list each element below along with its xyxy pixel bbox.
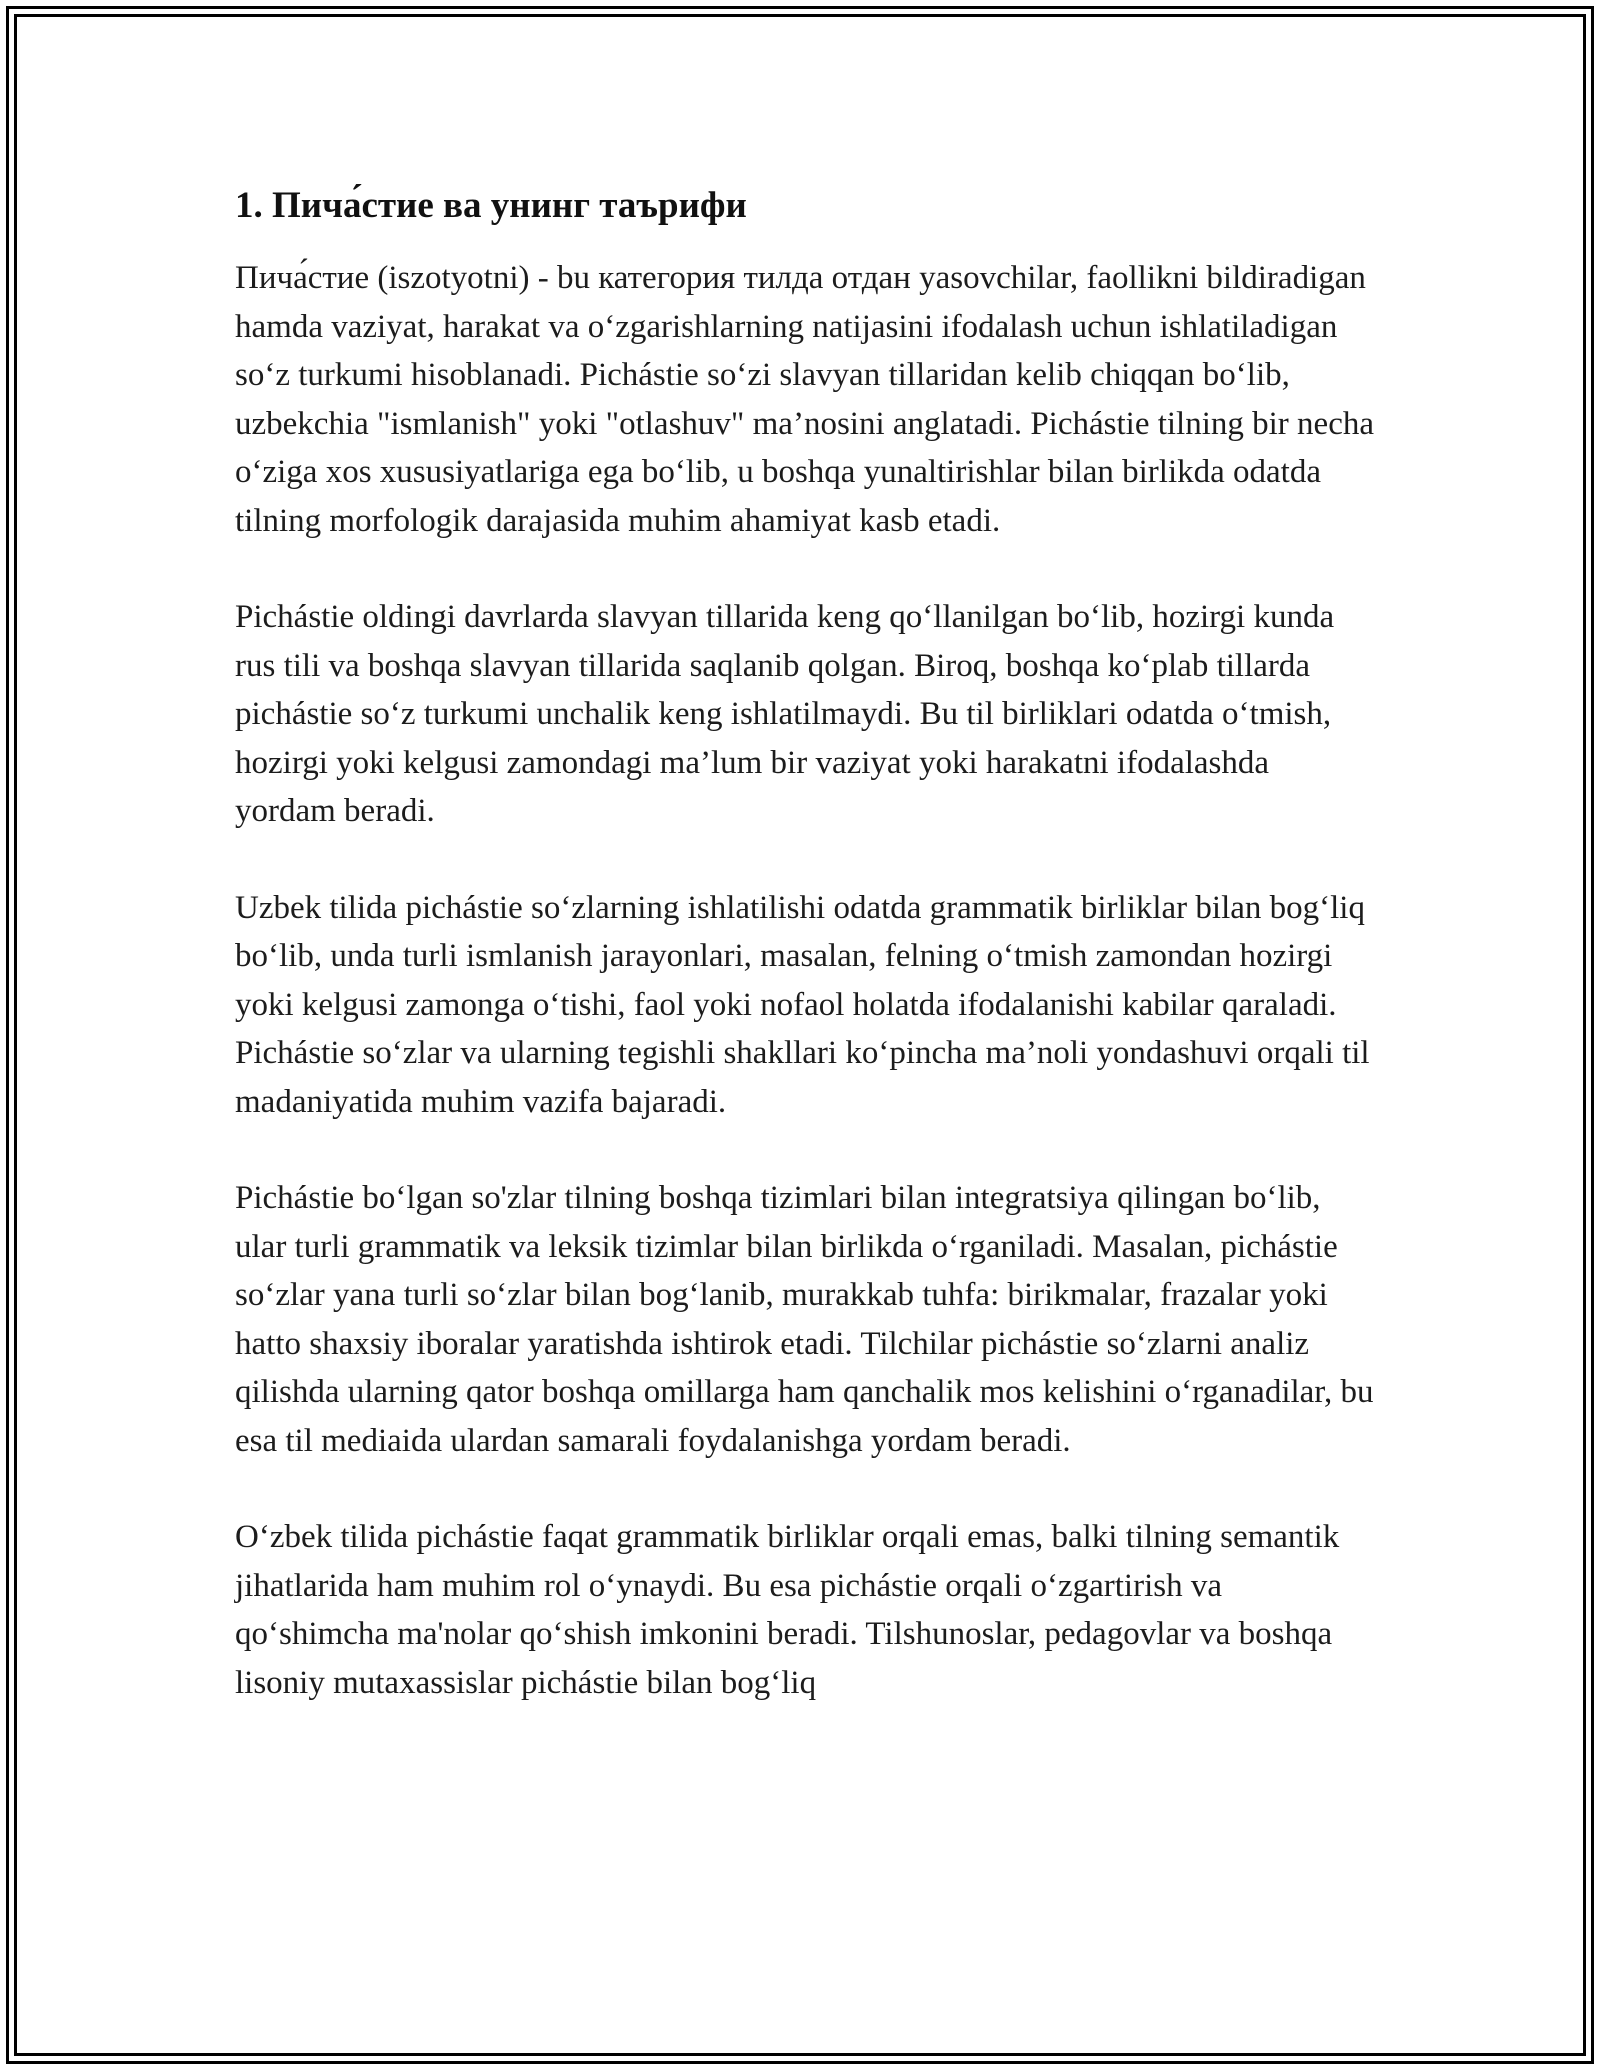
paragraph: Uzbek tilida pichástie so‘zlarning ishlatilishi odatda grammatik birliklar bilan bog‘liq bo‘lib, unda turli ismlanish jarayonlari, masalan, felning o‘tmish zamondan hozirgi yoki kelgusi zamonga o‘tishi, faol yoki nofaol holatda ifodalanishi kabilar qaraladi. Pichástie so‘zlar va ularning tegishli shakllari ko‘pincha ma’noli yondashuvi orqali til madaniyatida muhim vazifa bajaradi.: [235, 889, 1370, 1120]
paragraph: Pichástie oldingi davrlarda slavyan tillarida keng qo‘llanilgan bo‘lib, hozirgi kunda rus tili va boshqa slavyan tillarida saqlanib qolgan. Biroq, boshqa ko‘plab tillarda pichástie so‘z turkumi unchalik keng ishlatilmaydi. Bu til birliklari odatda o‘tmish, hozirgi yoki kelgusi zamondagi ma’lum bir vaziyat yoki harakatni ifodalashda yordam beradi.: [235, 599, 1335, 829]
paragraph: Pichástie bo‘lgan so'zlar tilning boshqa tizimlari bilan integratsiya qilingan bo‘lib, ular turli grammatik va leksik tizimlar bilan birlikda o‘rganiladi. Masalan, pichástie so‘zlar yana turli so‘zlar bilan bog‘lanib, murakkab tuhfa: birikmalar, frazalar yoki hatto shaxsiy iboralar yaratishda ishtirok etadi. Tilchilar pichástie so‘zlarni analiz qilishda ularning qator boshqa omillarga ham qanchalik mos kelishini o‘rganadilar, bu esa til mediaida ulardan samarali foydalanishga yordam beradi.: [235, 1180, 1374, 1459]
document-body: [235, 182, 1375, 1707]
paragraph: O‘zbek tilida pichástie faqat grammatik birliklar orqali emas, balki tilning semantik jihatlarida ham muhim rol o‘ynaydi. Bu esa pichástie orqali o‘zgartirish va qo‘shimcha ma'nolar qo‘shish imkonini beradi. Tilshunoslar, pedagovlar va boshqa lisoniy mutaxassislar pichástie bilan bog‘liq: [235, 1519, 1340, 1701]
section-heading: 1. Пича́стие ва унинг таърифи: [235, 185, 747, 226]
paragraph: Пича́стие (iszotyotni) - bu категория тилда отдан yasovchilar, faollikni bildiradigan hamda vaziyat, harakat va o‘zgarishlarning natijasini ifodalash uchun ishlatiladigan so‘z turkumi hisoblanadi. Pichástie so‘zi slavyan tillaridan kelib chiqqan bo‘lib, uzbekchia "ismlanish" yoki "otlashuv" ma’nosini anglatadi. Pichástie tilning bir necha o‘ziga xos xususiyatlariga ega bo‘lib, u boshqa yunaltirishlar bilan birlikda odatda tilning morfologik darajasida muhim ahamiyat kasb etadi.: [235, 260, 1374, 539]
paragraph-list: [235, 254, 1375, 1707]
